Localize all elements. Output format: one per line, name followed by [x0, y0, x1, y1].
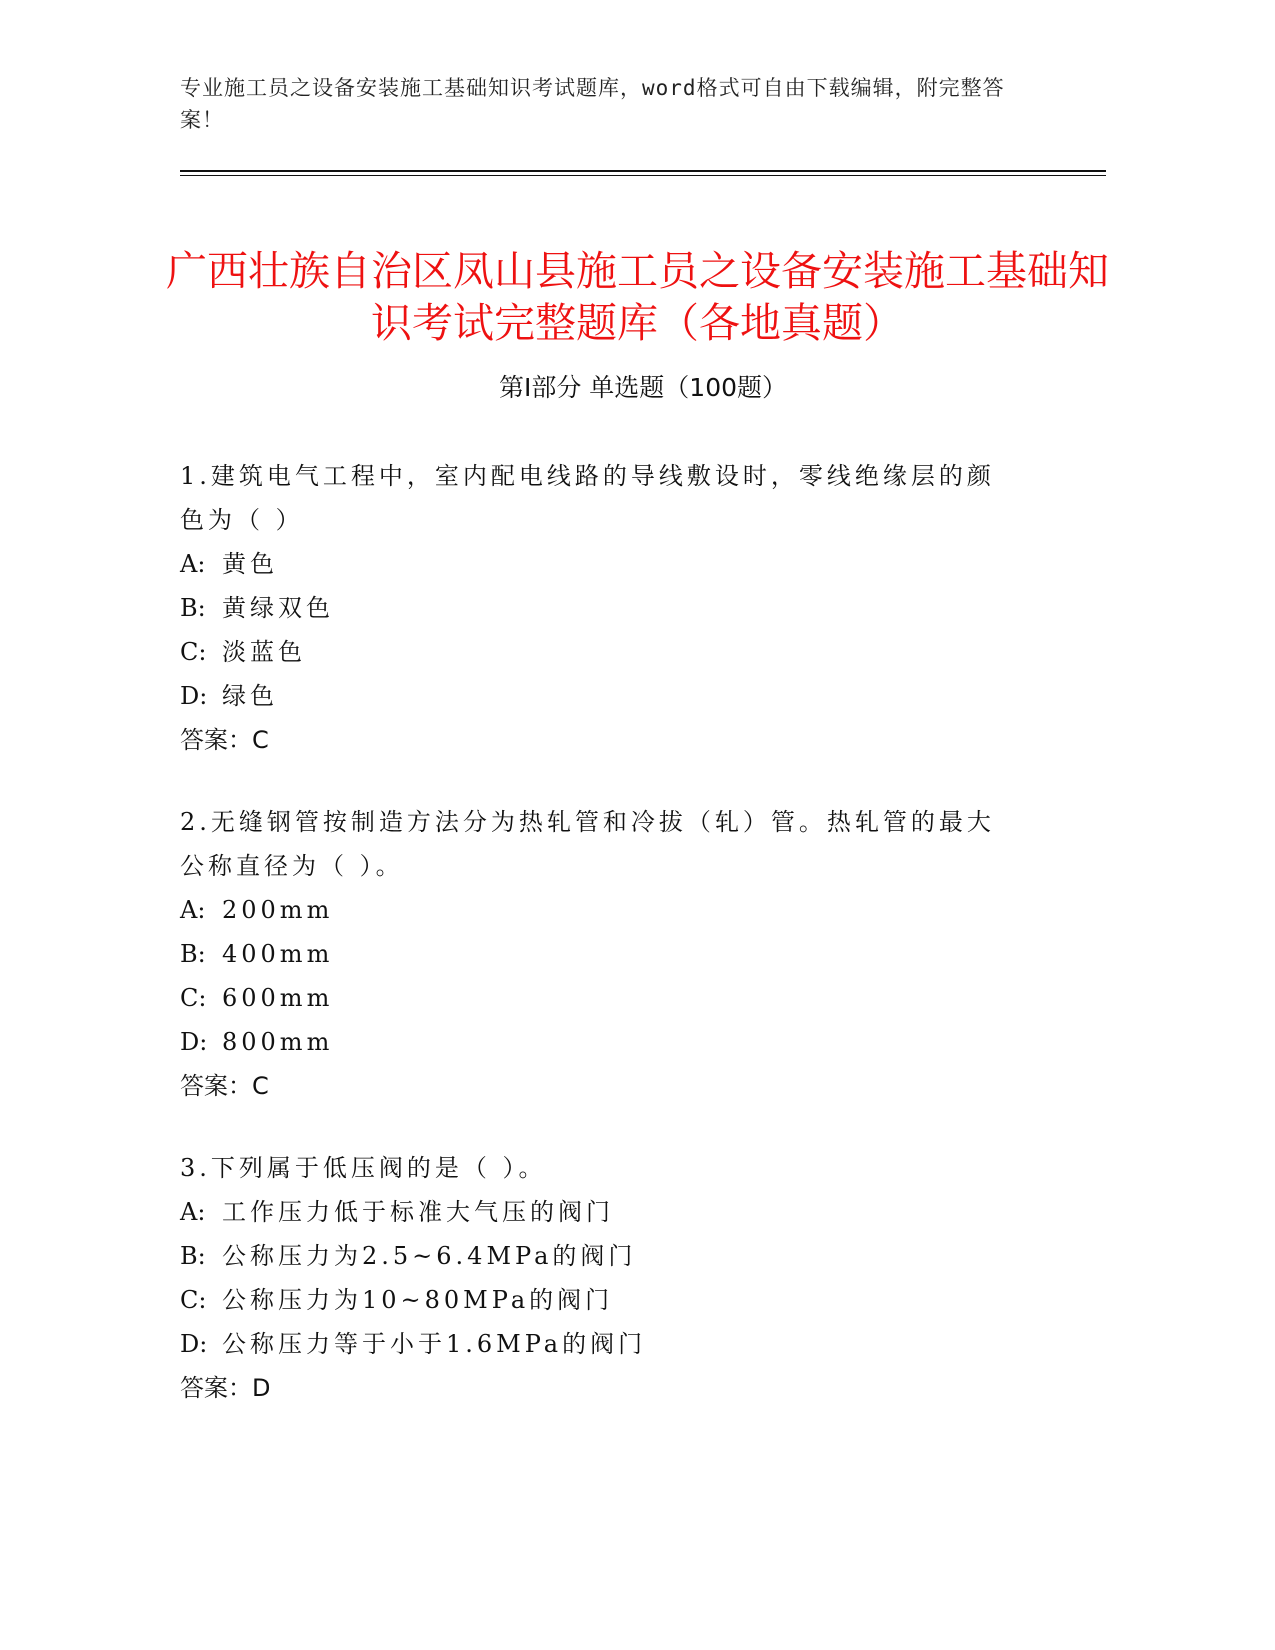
- option-text: 200mm: [222, 896, 334, 924]
- option-text: 400mm: [222, 940, 334, 968]
- header-divider-thin: [180, 175, 1106, 176]
- question-1: [180, 454, 1020, 762]
- option-letter: D:: [180, 1330, 208, 1358]
- option-letter: C:: [180, 638, 207, 666]
- option-letter: A:: [180, 550, 206, 578]
- question-stem: 2.无缝钢管按制造方法分为热轧管和冷拔（轧）管。热轧管的最大公称直径为（ ）。: [180, 808, 995, 880]
- option-a: [180, 888, 1020, 932]
- option-text: 工作压力低于标准大气压的阀门: [222, 1198, 614, 1226]
- option-b: [180, 1234, 1020, 1278]
- document-title: 广西壮族自治区凤山县施工员之设备安装施工基础知识考试完整题库（各地真题）: [166, 247, 1109, 348]
- section-heading: 第Ⅰ部分 单选题（100题）: [498, 373, 788, 402]
- option-b: [180, 586, 1020, 630]
- answer-line: 答案：C: [180, 726, 269, 754]
- question-stem: 3.下列属于低压阀的是（ ）。: [180, 1154, 547, 1182]
- option-text: 800mm: [222, 1028, 334, 1056]
- question-stem: 1.建筑电气工程中，室内配电线路的导线敷设时，零线绝缘层的颜色为（ ）: [180, 462, 995, 534]
- option-c: [180, 1278, 1020, 1322]
- question-3: [180, 1146, 1020, 1410]
- answer-line: 答案：D: [180, 1374, 271, 1402]
- option-d: [180, 1322, 1020, 1366]
- option-letter: D:: [180, 682, 208, 710]
- option-text: 绿色: [222, 682, 278, 710]
- header-divider-thick: [180, 170, 1106, 172]
- option-text: 公称压力为2.5~6.4MPa的阀门: [222, 1242, 637, 1270]
- option-text: 600mm: [222, 984, 334, 1012]
- option-text: 公称压力等于小于1.6MPa的阀门: [222, 1330, 647, 1358]
- option-letter: C:: [180, 1286, 207, 1314]
- option-a: [180, 542, 1020, 586]
- option-letter: B:: [180, 594, 206, 622]
- option-letter: C:: [180, 984, 207, 1012]
- option-a: [180, 1190, 1020, 1234]
- option-letter: B:: [180, 1242, 206, 1270]
- answer-line: 答案：C: [180, 1072, 269, 1100]
- option-letter: D:: [180, 1028, 208, 1056]
- option-text: 黄色: [222, 550, 278, 578]
- option-letter: B:: [180, 940, 206, 968]
- option-letter: A:: [180, 896, 206, 924]
- option-c: [180, 976, 1020, 1020]
- option-text: 黄绿双色: [222, 594, 334, 622]
- header-note: 专业施工员之设备安装施工基础知识考试题库，word格式可自由下载编辑，附完整答案！: [180, 76, 1005, 132]
- option-text: 淡蓝色: [222, 638, 306, 666]
- option-d: [180, 674, 1020, 718]
- option-c: [180, 630, 1020, 674]
- option-text: 公称压力为10~80MPa的阀门: [222, 1286, 614, 1314]
- question-2: [180, 800, 1020, 1108]
- option-letter: A:: [180, 1198, 206, 1226]
- option-b: [180, 932, 1020, 976]
- question-list: [180, 454, 1020, 1448]
- option-d: [180, 1020, 1020, 1064]
